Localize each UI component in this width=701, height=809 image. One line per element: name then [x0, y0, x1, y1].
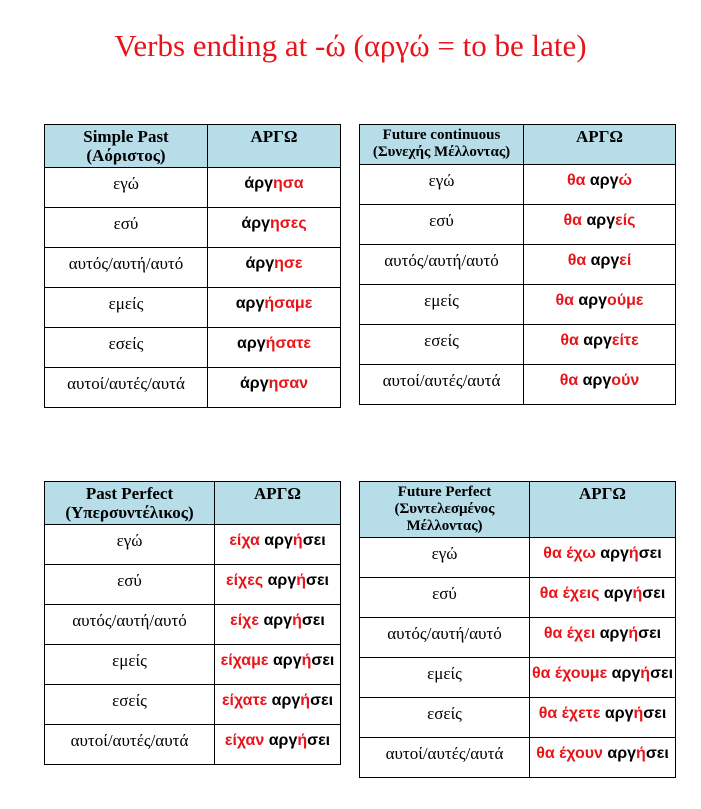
verb-ending: θα — [555, 292, 579, 309]
tense-name: Past Perfect — [85, 484, 174, 503]
verb-ending: θα έχετε — [538, 705, 605, 722]
verb-ending: ή — [301, 652, 312, 669]
verb-stem: σει — [302, 532, 326, 549]
tense-name: Future Perfect — [397, 484, 492, 500]
verb-ending: είχες — [225, 572, 268, 589]
verb-ending: ήσαμε — [264, 295, 313, 312]
conjugation-row — [360, 285, 676, 325]
pronoun-cell: εσύ — [45, 565, 215, 605]
verb-ending: ή — [632, 585, 643, 602]
pronoun-cell: εμείς — [45, 645, 215, 685]
verb-ending: θα — [559, 372, 583, 389]
verb-stem: σει — [301, 612, 325, 629]
verb-ending: θα — [566, 172, 590, 189]
pronoun-cell: εγώ — [360, 165, 524, 205]
verb-ending: ή — [297, 732, 308, 749]
conjugation-row — [360, 618, 676, 658]
verb-ending: ή — [633, 705, 644, 722]
conjugation-row — [360, 658, 676, 698]
verb-stem: αργ — [611, 665, 641, 682]
verb-stem: αργ — [235, 295, 265, 312]
conjugation-row — [360, 738, 676, 778]
verb-stem: αργ — [263, 612, 293, 629]
verb-form-cell — [530, 698, 676, 738]
pronoun-cell: αυτός/αυτή/αυτό — [45, 248, 208, 288]
verb-ending: ή — [636, 745, 646, 762]
verb-stem: σει — [310, 692, 334, 709]
conjugation-row — [45, 725, 341, 765]
tense-greek-name-cont: Μέλλοντας) — [406, 518, 483, 534]
verb-stem: σει — [650, 665, 674, 682]
verb-ending: θα έχουμε — [531, 665, 612, 682]
pronoun-cell: αυτός/αυτή/αυτό — [45, 605, 215, 645]
verb-stem: σει — [645, 745, 669, 762]
verb-stem: αργ — [267, 572, 297, 589]
verb-form-cell — [215, 565, 341, 605]
verb-form-cell — [530, 538, 676, 578]
verb-stem: άργ — [245, 255, 275, 272]
pronoun-cell: εσύ — [360, 205, 524, 245]
conjugation-row — [45, 645, 341, 685]
conjugation-row — [360, 578, 676, 618]
pronoun-cell: εσύ — [45, 208, 208, 248]
verb-stem: σει — [311, 652, 335, 669]
conjugation-row — [360, 205, 676, 245]
conjugation-row — [360, 165, 676, 205]
verb-stem: αργ — [600, 545, 629, 562]
verb-stem: αργ — [583, 332, 612, 349]
tense-header — [360, 125, 524, 165]
verb-ending: ή — [292, 532, 303, 549]
verb-ending: ή — [296, 572, 307, 589]
verb-header: ΑΡΓΩ — [530, 482, 676, 538]
tense-greek-name: (Αόριστος) — [86, 146, 166, 165]
verb-ending: ησα — [273, 175, 304, 192]
verb-form-cell — [208, 168, 341, 208]
verb-ending: ησε — [274, 255, 303, 272]
verb-ending: είχαν — [224, 732, 269, 749]
verb-header: ΑΡΓΩ — [524, 125, 676, 165]
conjugation-row — [45, 525, 341, 565]
future-continuous-table — [359, 124, 676, 405]
verb-stem: αργ — [237, 335, 266, 352]
verb-form-cell — [215, 685, 341, 725]
verb-stem: αργ — [272, 652, 302, 669]
verb-stem: σει — [638, 625, 662, 642]
pronoun-cell: εσύ — [360, 578, 530, 618]
verb-header: ΑΡΓΩ — [208, 125, 341, 168]
verb-stem: αργ — [603, 585, 633, 602]
tense-greek-name: (Συντελεσμένος — [394, 501, 495, 517]
verb-stem: αργ — [271, 692, 301, 709]
verb-stem: αργ — [607, 745, 637, 762]
verb-stem: αργ — [578, 292, 608, 309]
conjugation-row — [45, 288, 341, 328]
verb-stem: αργ — [264, 532, 293, 549]
verb-ending: ησαν — [268, 375, 309, 392]
pronoun-cell: αυτοί/αυτές/αυτά — [360, 365, 524, 405]
tense-greek-name: (Συνεχής Μέλλοντας) — [372, 144, 511, 160]
page-title: Verbs ending at -ώ (αργώ = to be late) — [114, 28, 587, 63]
verb-ending: είχα — [229, 532, 265, 549]
verb-ending: ή — [300, 692, 311, 709]
verb-stem: άργ — [244, 175, 274, 192]
verb-form-cell — [524, 325, 676, 365]
tense-name: Simple Past — [83, 127, 169, 146]
verb-ending: θα έχεις — [539, 585, 604, 602]
pronoun-cell: εμείς — [360, 285, 524, 325]
verb-stem: σει — [307, 732, 331, 749]
verb-stem: άργ — [239, 375, 269, 392]
verb-form-cell — [208, 288, 341, 328]
future-perfect-table — [359, 481, 676, 778]
verb-ending: θα έχω — [543, 545, 601, 562]
verb-ending: θα — [567, 252, 591, 269]
tense-header — [360, 482, 530, 538]
verb-ending: ή — [292, 612, 302, 629]
verb-form-cell — [530, 578, 676, 618]
pronoun-cell: εσείς — [360, 698, 530, 738]
verb-form-cell — [215, 605, 341, 645]
verb-ending: είς — [615, 212, 636, 229]
verb-stem: άργ — [241, 215, 270, 232]
verb-ending: είτε — [611, 332, 639, 349]
verb-stem: σει — [306, 572, 329, 589]
verb-ending: ή — [628, 545, 639, 562]
simple-past-table — [44, 124, 341, 408]
conjugation-row — [45, 248, 341, 288]
verb-ending: θα — [560, 332, 584, 349]
verb-ending: είχαμε — [220, 652, 273, 669]
verb-ending: ούν — [611, 372, 640, 389]
verb-form-cell — [208, 208, 341, 248]
verb-stem: αργ — [590, 252, 620, 269]
conjugation-row — [360, 325, 676, 365]
verb-stem: αργ — [599, 625, 629, 642]
pronoun-cell: εμείς — [45, 288, 208, 328]
verb-stem: αργ — [586, 212, 616, 229]
pronoun-cell: εγώ — [45, 168, 208, 208]
verb-stem: αργ — [268, 732, 298, 749]
verb-ending: ούμε — [607, 292, 644, 309]
verb-form-cell — [208, 248, 341, 288]
verb-ending: θα έχει — [543, 625, 600, 642]
verb-ending: είχε — [230, 612, 264, 629]
pronoun-cell: εσείς — [360, 325, 524, 365]
verb-form-cell — [208, 368, 341, 408]
conjugation-row — [45, 565, 341, 605]
verb-form-cell — [524, 165, 676, 205]
past-perfect-table — [44, 481, 341, 765]
pronoun-cell: εγώ — [360, 538, 530, 578]
verb-form-cell — [524, 285, 676, 325]
conjugation-row — [360, 538, 676, 578]
verb-ending: ή — [640, 665, 651, 682]
verb-ending: ήσατε — [265, 335, 311, 352]
pronoun-cell: αυτός/αυτή/αυτό — [360, 245, 524, 285]
verb-form-cell — [215, 725, 341, 765]
verb-stem: αργ — [582, 372, 612, 389]
conjugation-row — [360, 698, 676, 738]
verb-header: ΑΡΓΩ — [215, 482, 341, 525]
verb-stem: σει — [643, 705, 667, 722]
verb-form-cell — [215, 645, 341, 685]
verb-form-cell — [208, 328, 341, 368]
verb-form-cell — [530, 738, 676, 778]
conjugation-row — [45, 685, 341, 725]
pronoun-cell: αυτός/αυτή/αυτό — [360, 618, 530, 658]
tense-header — [45, 125, 208, 168]
verb-ending: θα έχουν — [536, 745, 608, 762]
conjugation-row — [360, 365, 676, 405]
verb-stem: σει — [638, 545, 662, 562]
verb-form-cell — [530, 658, 676, 698]
verb-form-cell — [530, 618, 676, 658]
verb-form-cell — [524, 245, 676, 285]
tense-header — [45, 482, 215, 525]
verb-form-cell — [524, 365, 676, 405]
conjugation-row — [45, 368, 341, 408]
verb-stem: αργ — [604, 705, 634, 722]
verb-ending: ησες — [270, 215, 307, 232]
verb-stem: σει — [642, 585, 666, 602]
conjugation-row — [45, 208, 341, 248]
pronoun-cell: εγώ — [45, 525, 215, 565]
conjugation-row — [360, 245, 676, 285]
conjugation-row — [45, 168, 341, 208]
tense-name: Future continuous — [382, 127, 501, 143]
pronoun-cell: εμείς — [360, 658, 530, 698]
verb-form-cell — [215, 525, 341, 565]
conjugation-row — [45, 605, 341, 645]
verb-ending: θα — [563, 212, 587, 229]
pronoun-cell: αυτοί/αυτές/αυτά — [45, 368, 208, 408]
tense-greek-name: (Υπερσυντέλικος) — [65, 503, 194, 522]
verb-ending: εί — [619, 252, 632, 269]
pronoun-cell: αυτοί/αυτές/αυτά — [45, 725, 215, 765]
pronoun-cell: αυτοί/αυτές/αυτά — [360, 738, 530, 778]
conjugation-row — [45, 328, 341, 368]
verb-ending: ή — [628, 625, 639, 642]
verb-stem: αργ — [589, 172, 619, 189]
pronoun-cell: εσείς — [45, 328, 208, 368]
verb-form-cell — [524, 205, 676, 245]
verb-ending: ώ — [618, 172, 633, 189]
verb-ending: είχατε — [221, 692, 272, 709]
pronoun-cell: εσείς — [45, 685, 215, 725]
